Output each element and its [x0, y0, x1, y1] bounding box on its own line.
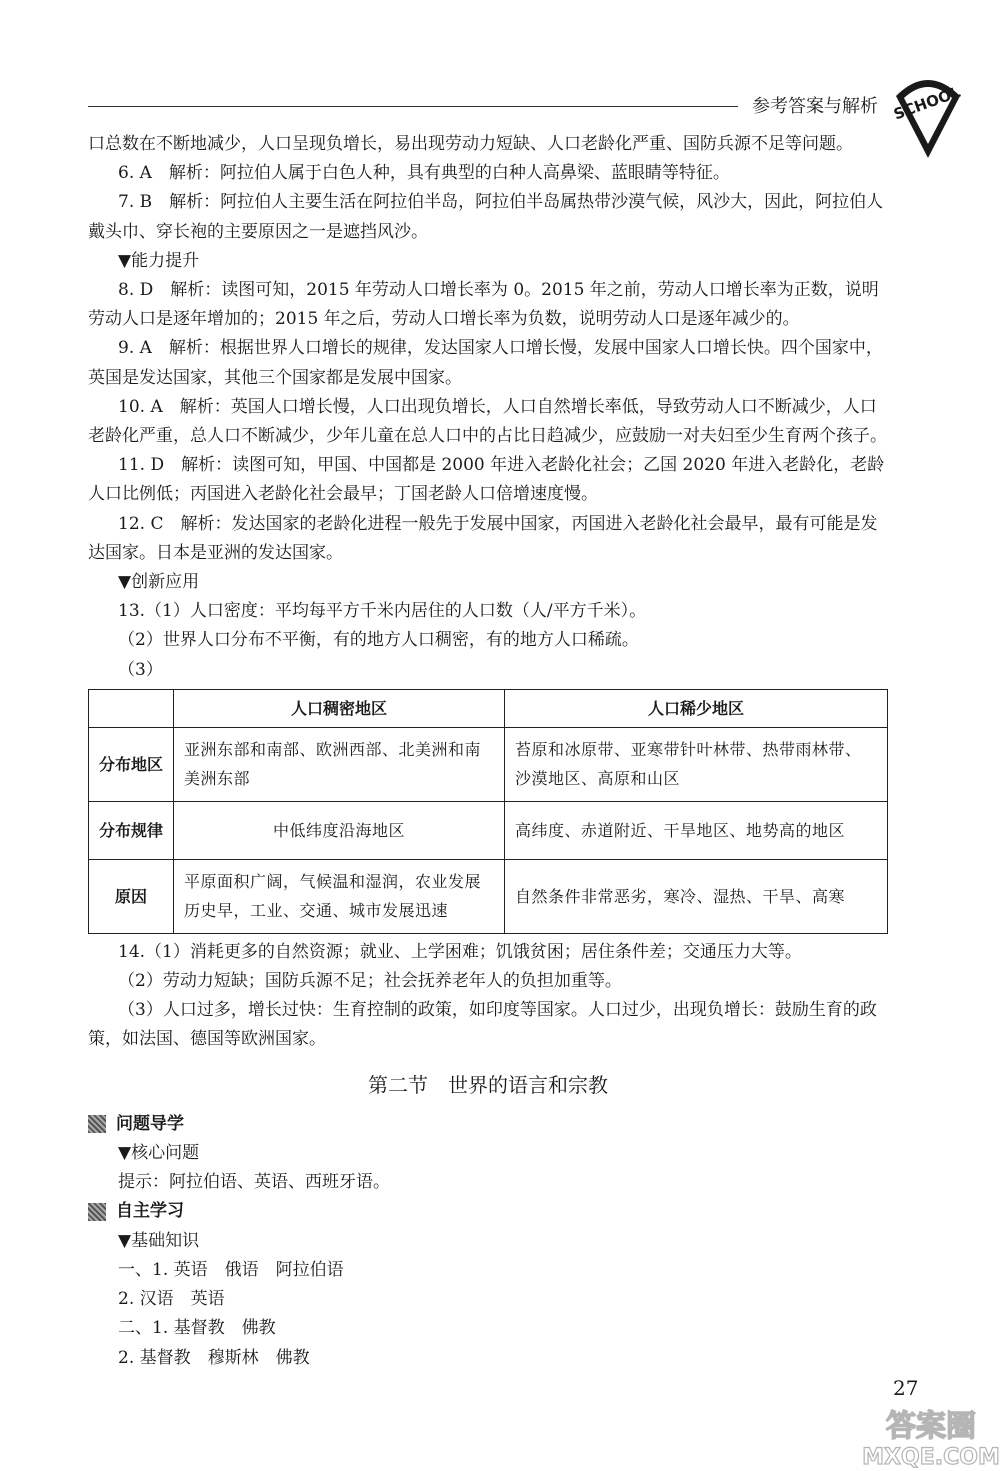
answer-12: 12. C 解析：发达国家的老龄化进程一般先于发展中国家，丙国进入老龄化社会最早，最有可能是发达国家。日本是亚洲的发达国家。 — [88, 513, 878, 563]
watermark-logo — [862, 1400, 1000, 1471]
answer-8: 8. D 解析：读图可知，2015 年劳动人口增长率为 0。2015 年之前，劳动人口增长率为正数，说明劳动人口是逐年增加的；2015 年之后，劳动人口增长率为负数，说明劳动人口是逐年减少的。 — [88, 280, 879, 330]
school-logo-icon — [888, 66, 968, 162]
answer-9: 9. A 解析：根据世界人口增长的规律，发达国家人口增长慢，发展中国家人口增长快。四个国家中，英国是发达国家，其他三个国家都是发展中国家。 — [88, 338, 883, 388]
subheading-basics: ▼基础知识 — [118, 1230, 200, 1251]
table-cell: 自然条件非常恶劣，寒冷、湿热、干旱、高寒 — [505, 859, 888, 933]
page-content — [88, 130, 888, 1373]
row-label: 分布规律 — [89, 801, 174, 859]
subheading-innovation: ▼创新应用 — [118, 572, 200, 593]
answer-14-3: （3）人口过多，增长过快：生育控制的政策，如印度等国家。人口过少，出现负增长：鼓励生育的政策，如法国、德国等欧洲国家。 — [88, 1000, 877, 1050]
table-cell: 高纬度、赤道附近、干旱地区、地势高的地区 — [505, 801, 888, 859]
population-distribution-table — [88, 689, 888, 934]
block-heading-label: 自主学习 — [116, 1201, 184, 1222]
watermark-text: 答案圈 — [886, 1409, 976, 1444]
answer-13-3: （3） — [118, 659, 163, 680]
hatched-square-icon — [88, 1115, 106, 1133]
watermark-domain: MXQE.COM — [862, 1445, 1000, 1470]
table-row — [89, 801, 888, 859]
logo-text: SCHOOL — [891, 82, 963, 124]
block-heading-label: 问题导学 — [116, 1113, 184, 1134]
table-header-cell: 人口稀少地区 — [505, 689, 888, 727]
basics-line: 2. 汉语 英语 — [118, 1289, 225, 1310]
answer-14-2: （2）劳动力短缺；国防兵源不足；社会抚养老年人的负担加重等。 — [118, 971, 622, 992]
table-cell: 平原面积广阔，气候温和湿润，农业发展历史早，工业、交通、城市发展迅速 — [174, 859, 505, 933]
table-row — [89, 727, 888, 801]
answer-10: 10. A 解析：英国人口增长慢，人口出现负增长，人口自然增长率低，导致劳动人口不断减少，人口老龄化严重，总人口不断减少，少年儿童在总人口中的占比日趋减少，应鼓励一对夫妇至少生育两个孩子。 — [88, 396, 887, 447]
table-header-cell — [89, 689, 174, 727]
subheading-ability: ▼能力提升 — [118, 250, 200, 271]
row-label: 分布地区 — [89, 727, 174, 801]
row-label: 原因 — [89, 859, 174, 933]
table-cell: 苔原和冰原带、亚寒带针叶林带、热带雨林带、沙漠地区、高原和山区 — [505, 727, 888, 801]
basics-line: 2. 基督教 穆斯林 佛教 — [118, 1347, 310, 1368]
header-title: 参考答案与解析 — [752, 96, 878, 117]
paragraph: 口总数在不断地减少，人口呈现负增长，易出现劳动力短缺、人口老龄化严重、国防兵源不足等问题。 — [88, 134, 853, 154]
table-header-cell: 人口稠密地区 — [174, 689, 505, 727]
table-cell: 亚洲东部和南部、欧洲西部、北美洲和南美洲东部 — [174, 727, 505, 801]
block-heading-self-study — [88, 1197, 888, 1226]
table-cell: 中低纬度沿海地区 — [174, 801, 505, 859]
subheading-core: ▼核心问题 — [118, 1143, 200, 1164]
page-number: 27 — [893, 1376, 919, 1400]
table-row — [89, 859, 888, 933]
hatched-square-icon — [88, 1203, 106, 1221]
section-title: 第二节 世界的语言和宗教 — [368, 1072, 608, 1097]
answer-13-1: 13.（1）人口密度：平均每平方千米内居住的人口数（人/平方千米）。 — [118, 601, 647, 622]
answer-7: 7. B 解析：阿拉伯人主要生活在阿拉伯半岛，阿拉伯半岛属热带沙漠气候，风沙大，因此，阿拉伯人戴头巾、穿长袍的主要原因之一是遮挡风沙。 — [88, 192, 884, 242]
table-header-row — [89, 689, 888, 727]
block-heading-guided — [88, 1110, 888, 1139]
answer-14-1: 14.（1）消耗更多的自然资源；就业、上学困难；饥饿贫困；居住条件差；交通压力大等。 — [118, 941, 802, 962]
hint-line: 提示：阿拉伯语、英语、西班牙语。 — [118, 1172, 390, 1193]
answer-6: 6. A 解析：阿拉伯人属于白色人种，具有典型的白种人高鼻梁、蓝眼睛等特征。 — [118, 163, 730, 184]
basics-line: 二、1. 基督教 佛教 — [118, 1318, 276, 1339]
answer-13-2: （2）世界人口分布不平衡，有的地方人口稠密，有的地方人口稀疏。 — [118, 630, 639, 651]
basics-line: 一、1. 英语 俄语 阿拉伯语 — [118, 1259, 344, 1280]
answer-11: 11. D 解析：读图可知，甲国、中国都是 2000 年进入老龄化社会；乙国 2020 年进入老龄化，老龄人口比例低；丙国进入老龄化社会最早；丁国老龄人口倍增速度慢。 — [88, 455, 885, 505]
header-rule — [88, 106, 738, 107]
